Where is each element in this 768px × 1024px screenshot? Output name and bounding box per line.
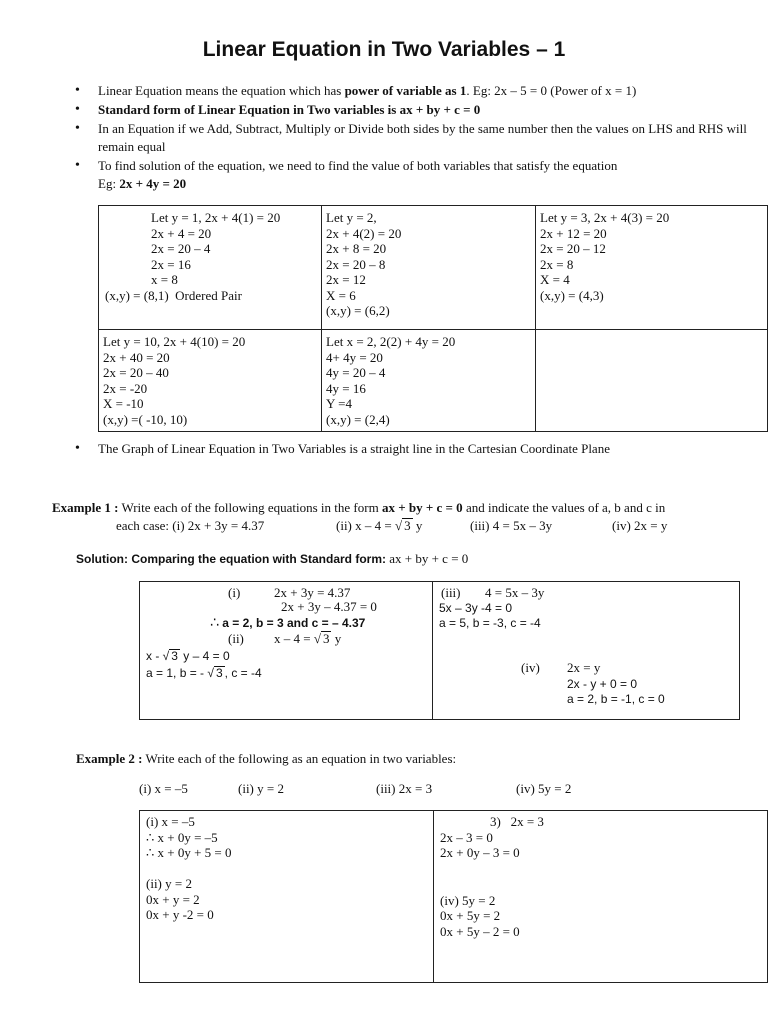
equation-line: Y =4 <box>326 396 352 411</box>
table-cell <box>433 582 740 720</box>
equation: 5x – 3y -4 = 0 <box>439 601 513 615</box>
equation-line: Let y = 10, 2x + 4(10) = 20 <box>103 334 246 349</box>
therefore-symbol: ∴ <box>210 614 219 630</box>
equation-line: x = 8 <box>151 272 178 287</box>
equation-line: 0x + y -2 = 0 <box>146 907 214 922</box>
eg-equation: 2x + 4y = 20 <box>119 176 187 191</box>
values: , c = -4 <box>224 666 262 680</box>
graph-bullet-list <box>70 440 750 459</box>
equation-line: (x,y) = (6,2) <box>326 303 390 318</box>
equation: 2x - y + 0 = 0 <box>567 677 638 691</box>
cell-lines <box>326 210 531 319</box>
table-cell <box>140 811 434 983</box>
equation-line: X = -10 <box>103 396 144 411</box>
solutions-table <box>98 205 768 432</box>
equation-line: 0x + y = 2 <box>146 891 200 907</box>
part-label: (iv) <box>521 660 540 675</box>
example-2-heading <box>76 751 456 767</box>
equation-line: (iv) 5y = 2 <box>440 892 496 908</box>
equation: 2x + 3y – 4.37 = 0 <box>281 599 377 614</box>
cell-lines <box>440 814 761 861</box>
bullet-bold: power of variable as 1 <box>344 83 467 98</box>
equation-line: 4y = 16 <box>326 380 366 396</box>
example-2-table <box>139 810 768 983</box>
table-cell-empty <box>536 330 768 432</box>
equation-line: 0x + 5y – 2 = 0 <box>440 923 520 939</box>
page-title: Linear Equation in Two Variables – 1 <box>202 38 566 61</box>
equation-line: (x,y) =( -10, 10) <box>103 411 188 427</box>
example-item: (ii) y = 2 <box>238 781 284 796</box>
solution-line <box>76 551 468 567</box>
values: a = 2, b = 3 and c = – 4.37 <box>222 616 366 630</box>
example-1-table <box>139 581 740 720</box>
sqrt-value: 3 <box>215 666 223 680</box>
equation-line: (x,y) = (2,4) <box>326 411 390 427</box>
bullet-text: The Graph of Linear Equation in Two Variables is a straight line in the Cartesian Coordinate Plane <box>98 441 610 456</box>
example-item: (iii) 2x = 3 <box>376 781 433 796</box>
equation: y <box>331 631 342 646</box>
equation-line: 2x = 16 <box>151 256 191 272</box>
example-text: Write each of the following as an equation in two variables: <box>142 751 457 766</box>
equation-line: X = 4 <box>540 272 570 287</box>
bullet-rest: . Eg: 2x – 5 = 0 (Power of x = 1) <box>466 83 637 98</box>
equation-line: 2x = 12 <box>326 272 366 287</box>
part-label: (ii) <box>228 631 244 646</box>
equation-line: (ii) y = 2 <box>146 876 192 891</box>
equation-line: Let y = 3, 2x + 4(3) = 20 <box>540 210 670 225</box>
equation: 4 = 5x – 3y <box>485 585 545 600</box>
cell-lines <box>103 334 317 427</box>
example-item: (iv) 5y = 2 <box>516 781 572 796</box>
cell-lines <box>440 893 761 940</box>
equation-line: 2x – 3 = 0 <box>440 829 493 845</box>
equation: 2x + 3y = 4.37 <box>274 585 351 600</box>
bullet-text: Linear Equation means the equation which has <box>98 83 345 98</box>
solution-label: Solution: Comparing the equation with Standard form: <box>76 552 386 566</box>
example-item: (iv) 2x = y <box>612 518 668 533</box>
bullet-graph <box>70 440 750 458</box>
bullet-text: In an Equation if we Add, Subtract, Multiply or Divide both sides by the same number then the values on LHS and RHS will remain equal <box>98 121 747 154</box>
equation-line: X = 6 <box>326 287 356 303</box>
example-item: (iii) 4 = 5x – 3y <box>470 518 553 533</box>
equation: 2x = y <box>567 660 601 675</box>
equation-line: 3) 2x = 3 <box>490 814 544 829</box>
equation-line: 2x + 40 = 20 <box>103 349 170 365</box>
equation-line: 0x + 5y = 2 <box>440 908 501 923</box>
cell-lines <box>540 210 763 303</box>
example-item: y <box>412 518 423 533</box>
example-text: Write each of the following equations in the form <box>118 500 382 515</box>
example-label: Example 1 : <box>52 500 119 515</box>
table-cell <box>99 330 322 432</box>
example-text: and indicate the values of a, b and c in <box>462 500 666 515</box>
example-label: Example 2 : <box>76 751 143 766</box>
example-form: ax + by + c = 0 <box>381 500 463 515</box>
equation-line: (i) x = –5 <box>146 814 195 829</box>
example-1-item-iv <box>612 518 667 534</box>
example-item: (ii) x – 4 = <box>336 518 395 533</box>
equation: y – 4 = 0 <box>179 649 230 663</box>
cell-lines <box>146 814 427 923</box>
example-item: (i) x = –5 <box>139 781 188 796</box>
intro-bullet-list <box>70 82 750 194</box>
equation-line: 2x = 20 – 12 <box>540 241 606 256</box>
equation: x – 4 = <box>274 631 314 646</box>
equation-line: 2x = 20 – 8 <box>326 256 386 272</box>
solution-form: ax + by + c = 0 <box>385 551 469 566</box>
equation-line: 4+ 4y = 20 <box>326 349 383 365</box>
table-cell <box>322 206 536 330</box>
sqrt-value: 3 <box>404 518 411 533</box>
sqrt-value: 3 <box>171 649 178 663</box>
part-label: (i) <box>228 585 241 600</box>
equation-line: 2x + 12 = 20 <box>540 225 607 241</box>
equation-line: 2x = 20 – 4 <box>151 241 211 256</box>
example-1-heading <box>52 500 752 516</box>
table-cell <box>536 206 768 330</box>
equation-line: Let x = 2, 2(2) + 4y = 20 <box>326 334 456 349</box>
equation-line: 2x + 8 = 20 <box>326 241 387 256</box>
equation: x - <box>146 649 163 663</box>
example-1-item-ii: (ii) x – 4 = √ 3 y <box>336 518 423 533</box>
bullet-linear-equation <box>70 82 750 100</box>
equation-line: 2x + 4 = 20 <box>151 225 212 241</box>
sqrt-value: 3 <box>322 631 330 646</box>
equation-line: ∴ x + 0y = –5 <box>146 829 218 845</box>
equation-line: 2x + 4(2) = 20 <box>326 225 402 241</box>
cell-lines <box>105 210 317 303</box>
equation-line: Let y = 1, 2x + 4(1) = 20 <box>151 210 281 225</box>
table-cell <box>322 330 536 432</box>
values: a = 5, b = -3, c = -4 <box>439 616 541 630</box>
values: a = 1, b = - <box>146 666 208 680</box>
example-1-items <box>116 518 264 534</box>
equation-line: (x,y) = (4,3) <box>540 287 604 303</box>
table-cell <box>434 811 768 983</box>
equation-line: Let y = 2, <box>326 210 377 225</box>
bullet-operations <box>70 120 750 156</box>
bullet-bold: Standard form of Linear Equation in Two variables is ax + by + c = 0 <box>98 102 481 117</box>
bullet-text: To find solution of the equation, we need to find the value of both variables that satisfy the equation <box>98 158 618 173</box>
equation-line <box>146 861 427 877</box>
table-cell <box>99 206 322 330</box>
values: a = 2, b = -1, c = 0 <box>567 692 665 706</box>
equation-line: ∴ x + 0y + 5 = 0 <box>146 845 232 860</box>
part-label: (iii) <box>441 585 461 600</box>
cell-lines <box>326 334 531 427</box>
equation-line: 2x = -20 <box>103 380 148 396</box>
example-1-item-iii <box>470 518 552 534</box>
equation-line: (x,y) = (8,1) Ordered Pair <box>105 287 242 303</box>
example-item: each case: (i) 2x + 3y = 4.37 <box>116 518 265 533</box>
eg-label: Eg: <box>98 176 120 191</box>
table-cell: (i) 2x + 3y = 4.37 2x + 3y – 4.37 = 0 ∴ a = 2, b = 3 and c = – 4.37 (ii) x – 4 = √ 3 y x - √ 3 y – 4 = 0 a = 1, b = - √ 3 , c = -4 <box>140 582 433 720</box>
bullet-standard-form <box>70 101 750 119</box>
equation-line: 2x + 0y – 3 = 0 <box>440 845 520 860</box>
equation-line: 2x = 8 <box>540 256 574 272</box>
bullet-solution <box>70 157 750 193</box>
equation-line: 2x = 20 – 40 <box>103 365 169 380</box>
equation-line: 4y = 20 – 4 <box>326 365 386 380</box>
